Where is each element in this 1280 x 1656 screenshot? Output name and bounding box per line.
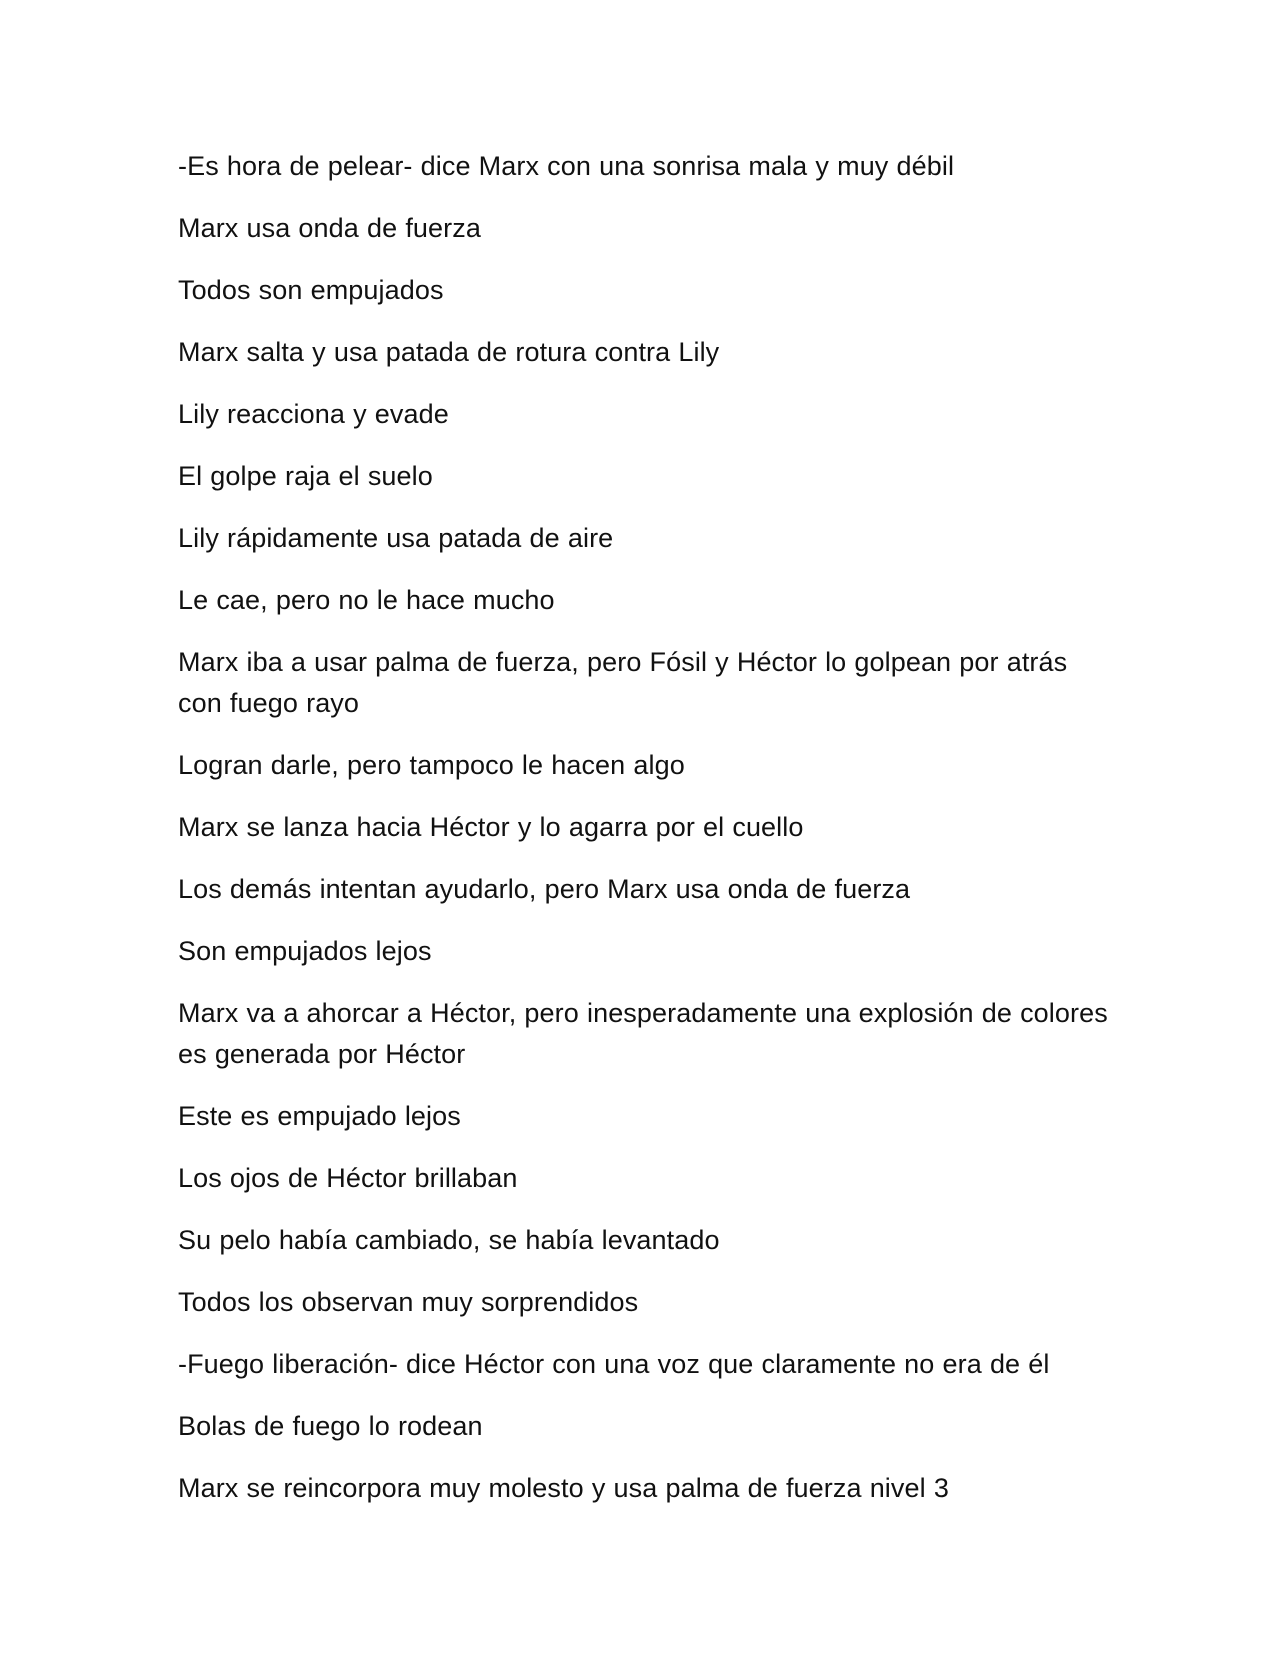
- paragraph: Lily rápidamente usa patada de aire: [178, 523, 614, 553]
- paragraph: El golpe raja el suelo: [178, 461, 433, 491]
- paragraph: Todos son empujados: [178, 275, 444, 305]
- paragraph: Este es empujado lejos: [178, 1101, 461, 1131]
- paragraph: Marx salta y usa patada de rotura contra Lily: [178, 337, 720, 367]
- paragraph: Todos los observan muy sorprendidos: [178, 1287, 639, 1317]
- paragraph: Marx usa onda de fuerza: [178, 213, 481, 243]
- paragraph: Marx se reincorpora muy molesto y usa palma de fuerza nivel 3: [178, 1473, 949, 1503]
- paragraph: Los demás intentan ayudarlo, pero Marx usa onda de fuerza: [178, 874, 911, 904]
- paragraph: Bolas de fuego lo rodean: [178, 1411, 483, 1441]
- paragraph: Lily reacciona y evade: [178, 399, 449, 429]
- paragraph: Son empujados lejos: [178, 936, 432, 966]
- paragraph: -Fuego liberación- dice Héctor con una voz que claramente no era de él: [178, 1349, 1050, 1379]
- paragraph: Su pelo había cambiado, se había levantado: [178, 1225, 720, 1255]
- paragraph: Marx se lanza hacia Héctor y lo agarra por el cuello: [178, 812, 804, 842]
- paragraph: Marx iba a usar palma de fuerza, pero Fósil y Héctor lo golpean por atrás con fuego rayo: [178, 647, 1068, 718]
- paragraph: Los ojos de Héctor brillaban: [178, 1163, 518, 1193]
- paragraph: Marx va a ahorcar a Héctor, pero inesperadamente una explosión de colores es generada por Héctor: [178, 998, 1108, 1069]
- document-body: [178, 146, 1113, 1530]
- paragraph: -Es hora de pelear- dice Marx con una sonrisa mala y muy débil: [178, 151, 955, 181]
- paragraph: Logran darle, pero tampoco le hacen algo: [178, 750, 685, 780]
- paragraph: Le cae, pero no le hace mucho: [178, 585, 555, 615]
